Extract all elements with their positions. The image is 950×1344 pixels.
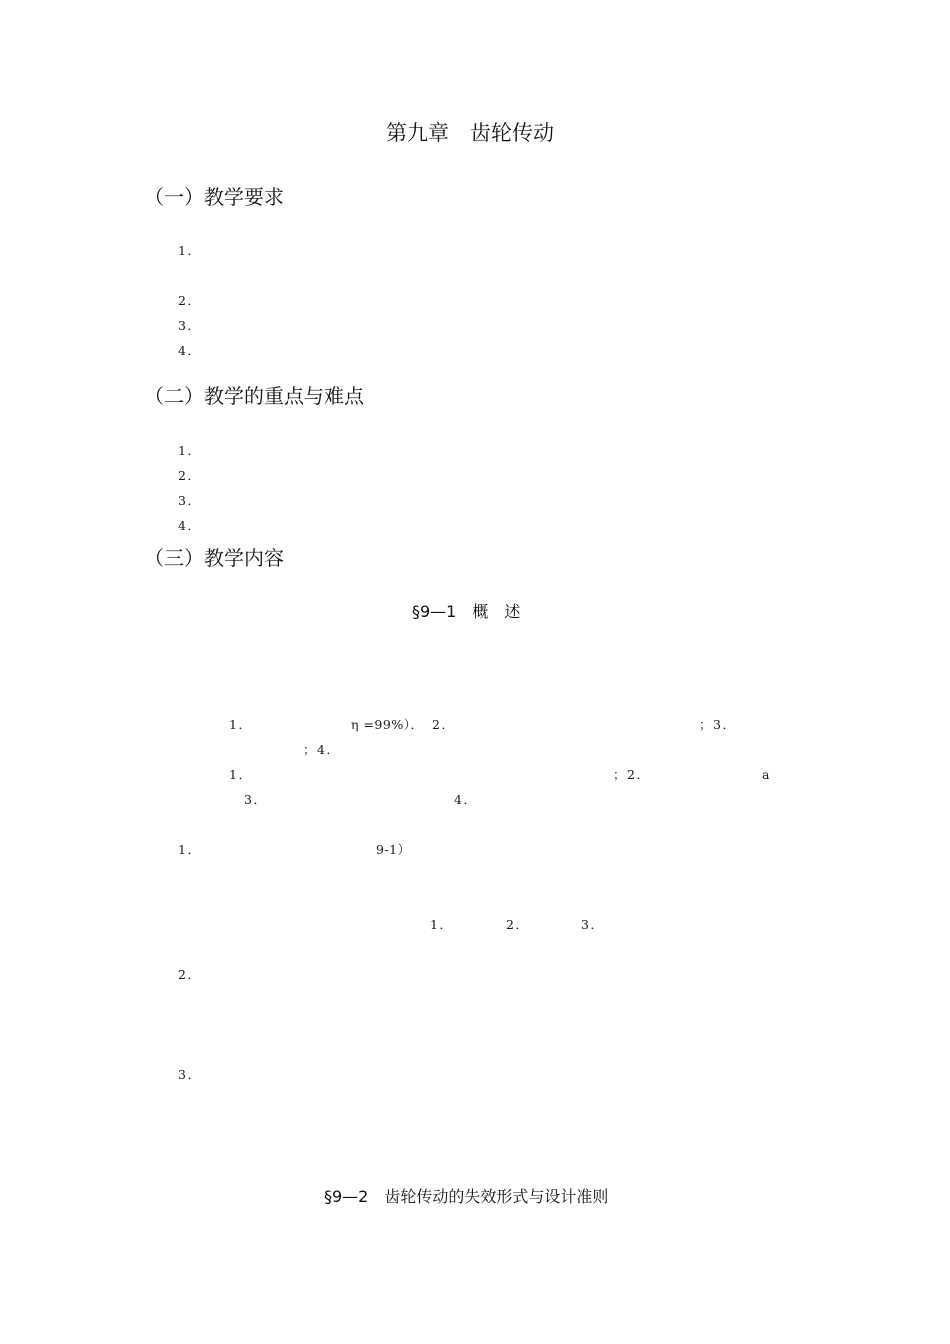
paragraph-line: 1． <box>229 717 317 732</box>
efficiency-value: η =99%）． <box>351 717 424 732</box>
paragraph-line <box>144 744 285 757</box>
paragraph-line <box>178 1144 319 1157</box>
paragraph-line: 2． <box>432 717 676 732</box>
keypoint-4: 4． <box>178 518 365 533</box>
paragraph-line <box>144 670 370 683</box>
paragraph-line: 1． <box>430 917 490 932</box>
keypoint-2: 2． <box>178 468 478 483</box>
paragraph-line <box>144 694 271 707</box>
figure-reference: 9-1） <box>376 842 411 857</box>
paragraph-line: 4． <box>454 792 655 807</box>
requirement-1-line-2 <box>212 270 353 283</box>
paragraph-line <box>144 794 229 807</box>
paragraph-line: 4． <box>317 742 448 757</box>
keypoint-3: 3． <box>178 493 548 508</box>
page-title: 第九章 齿轮传动 <box>386 121 554 145</box>
heading-teaching-requirements: （一）教学要求 <box>144 185 284 209</box>
paragraph-line <box>665 944 792 957</box>
paragraph-line: 2． <box>506 917 566 932</box>
paragraph-line <box>178 769 220 782</box>
heading-teaching-content: （三）教学内容 <box>144 546 284 570</box>
keypoint-1: 1． <box>178 443 492 458</box>
paragraph-line: ； <box>699 717 714 732</box>
paragraph-line: ； <box>303 742 318 757</box>
section-9-2-title: §9—2 齿轮传动的失效形式与设计准则 <box>324 1187 609 1206</box>
paragraph-line: a <box>762 767 800 782</box>
paragraph-line: 3． <box>581 917 627 932</box>
paragraph-line <box>178 944 460 957</box>
paragraph-line <box>178 1019 601 1032</box>
paragraph-line <box>178 869 390 882</box>
requirement-4: 4． <box>178 343 534 358</box>
paragraph-line: 1． <box>178 842 323 857</box>
requirement-2: 2． <box>178 293 548 308</box>
paragraph-line <box>424 869 762 882</box>
paragraph-line <box>178 1119 291 1132</box>
paragraph-line: 2． <box>178 967 266 982</box>
paragraph-line: 3． <box>178 1067 238 1082</box>
paragraph-line <box>178 919 390 932</box>
paragraph-line: 2． <box>627 767 730 782</box>
paragraph-line <box>178 1094 277 1107</box>
paragraph-line <box>506 944 647 957</box>
paragraph-line <box>178 994 390 1007</box>
paragraph-line <box>178 1044 643 1057</box>
heading-key-points: （二）教学的重点与难点 <box>144 384 364 408</box>
section-9-1-title: §9—1 概 述 <box>412 602 521 621</box>
requirement-3-text <box>238 320 591 333</box>
paragraph-line <box>144 819 271 832</box>
paragraph-line <box>178 645 700 658</box>
paragraph-line <box>178 719 220 732</box>
requirement-1-line-1: 1． <box>178 243 675 258</box>
paragraph-line <box>144 894 172 907</box>
paragraph-line: 3． <box>713 717 787 732</box>
requirement-3-number: 3． <box>178 318 202 333</box>
paragraph-line: ； <box>613 767 628 782</box>
paragraph-line: 3． <box>244 792 417 807</box>
paragraph-line: 1． <box>229 767 557 782</box>
